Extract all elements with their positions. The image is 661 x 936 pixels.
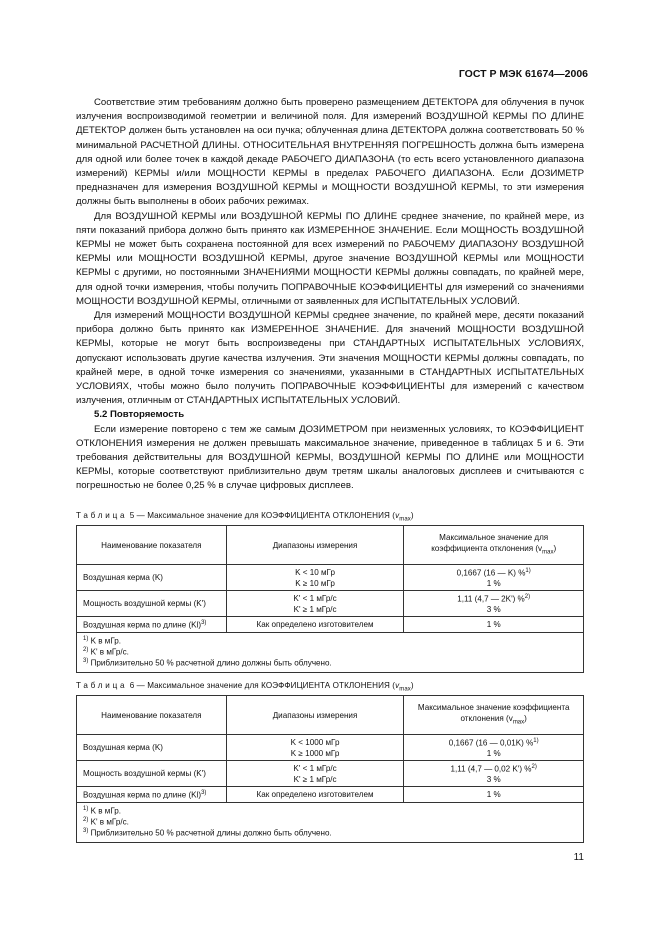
footnote: $^{1)}$ K в мГр. (83, 806, 122, 816)
row-range: Как определено изготовителем (226, 787, 404, 803)
table-row (77, 591, 584, 617)
table-row (77, 617, 584, 633)
section-heading: 5.2 Повторяемость (94, 409, 185, 421)
row-range: K' < 1 мГр/с K' ≥ 1 мГр/с (226, 761, 404, 787)
header-range: Диапазоны измерения (226, 696, 404, 735)
section-paragraph: Если измерение повторено с тем же самым ДОЗИМЕТРОМ при неизменных условиях, то КОЭФФИЦИЕНТ ОТКЛОНЕНИЯ измерения не должен превышать максимальное значение, приведенное в таблицах 5 и 6. Эти требования действительны для ВОЗДУШНОЙ КЕРМЫ, ВОЗДУШНОЙ КЕРМЫ ПО ДЛИНЕ или МОЩНОСТИ КЕРМЫ, которые соответствуют приблизительно двум третям шкалы аналоговых дисплеев и считываются с погрешностью не более 0,25 % в случае цифровых дисплеев. (76, 423, 584, 492)
table-row (77, 565, 584, 591)
table6-notes (77, 803, 584, 843)
row-range: K < 10 мГр K ≥ 10 мГр (226, 565, 404, 591)
row-value: 0,1667 (16 — K) %$^{1)}$ 1 % (404, 565, 584, 591)
caption-number: 5 (129, 511, 135, 520)
caption-sub: max (399, 686, 411, 693)
row-value: 1,11 (4,7 — 2K') %$^{2)}$ 3 % (404, 591, 584, 617)
caption-text: — Максимальное значение для КОЭФФИЦИЕНТА ОТКЛОНЕНИЯ ( (136, 511, 396, 520)
row-name: Воздушная керма (K) (77, 565, 227, 591)
table6 (76, 695, 584, 843)
row-range: Как определено изготовителем (226, 617, 404, 633)
footnote: $^{1)}$ K в мГр. (83, 636, 122, 646)
row-value: 1 % (404, 617, 584, 633)
caption-end: ) (410, 511, 414, 520)
row-value: 1 % (404, 787, 584, 803)
row-name: Мощность воздушной кермы (K') (77, 761, 227, 787)
header-value: Максимальное значение для коэффициента отклонения $(v_{max})$ (404, 526, 584, 565)
row-range: K < 1000 мГр K ≥ 1000 мГр (226, 735, 404, 761)
paragraph-3: Для измерений МОЩНОСТИ ВОЗДУШНОЙ КЕРМЫ среднее значение, по крайней мере, десяти показаний прибора должно быть принято как ИЗМЕРЕННОЕ ЗНАЧЕНИЕ. Для значений МОЩНОСТИ ВОЗДУШНОЙ КЕРМЫ, которые не могут быть воспроизведены при СТАНДАРТНЫХ ИСПЫТАТЕЛЬНЫХ УСЛОВИЯХ, допускают использовать другие качества излучения. Эти значения МОЩНОСТИ КЕРМЫ должны совпадать, по крайней мере, в одной точке измерения со значениями, указанными в СТАНДАРТНЫХ ИСПЫТАТЕЛЬНЫХ УСЛОВИЯХ, чтобы можно было получить ПОПРАВОЧНЫЕ КОЭФФИЦИЕНТЫ для измерений с качеством излучения, отличным от СТАНДАРТНЫХ ИСПЫТАТЕЛЬНЫХ УСЛОВИЙ. (76, 310, 584, 407)
caption-number: 6 (129, 681, 135, 690)
row-name: Воздушная керма по длине $(Kl)^{3)}$ (77, 617, 227, 633)
row-range: K' < 1 мГр/с K' ≥ 1 мГр/с (226, 591, 404, 617)
caption-var: v (395, 681, 400, 690)
body-text (76, 96, 584, 494)
paragraph-2: Для ВОЗДУШНОЙ КЕРМЫ или ВОЗДУШНОЙ КЕРМЫ ПО ДЛИНЕ среднее значение, по крайней мере, из пяти показаний прибора должно быть принято как ИЗМЕРЕННОЕ ЗНАЧЕНИЕ. Если МОЩНОСТЬ ВОЗДУШНОЙ КЕРМЫ не может быть сохранена постоянной для всех измерений по РАБОЧЕМУ ДИАПАЗОНУ ВОЗДУШНОЙ КЕРМЫ или МОЩНОСТИ ВОЗДУШНОЙ КЕРМЫ, другое значение ВОЗДУШНОЙ КЕРМЫ или МОЩНОСТИ КЕРМЫ с другими, но постоянными ЗНАЧЕНИЯМИ МОЩНОСТИ КЕРМЫ должны совпадать, по крайней мере, для одной точки измерения, чтобы получить ПОПРАВОЧНЫЕ КОЭФФИЦИЕНТЫ для измерений со значениями МОЩНОСТИ ВОЗДУШНОЙ КЕРМЫ, отличными от заявленных для ИСПЫТАТЕЛЬНЫХ УСЛОВИЙ. (76, 210, 584, 307)
row-name: Мощность воздушной кермы (K') (77, 591, 227, 617)
table-row (77, 761, 584, 787)
header-value: Максимальное значение коэффициента отклонения $(v_{max})$ (404, 696, 584, 735)
caption-word: Таблица (76, 511, 128, 520)
row-name: Воздушная керма (K) (77, 735, 227, 761)
header-name: Наименование показателя (77, 526, 227, 565)
document-header: ГОСТ Р МЭК 61674—2006 (458, 68, 588, 80)
caption-end: ) (410, 681, 414, 690)
caption-word: Таблица (76, 681, 128, 690)
table5-caption (76, 511, 414, 523)
table5 (76, 525, 584, 673)
table-row (77, 787, 584, 803)
header-range: Диапазоны измерения (226, 526, 404, 565)
caption-sub: max (399, 516, 411, 523)
caption-var: v (395, 511, 400, 520)
footnote: $^{3)}$ Приблизительно 50 % расчетной длино должны быть облучено. (83, 658, 332, 669)
footnote: $^{2)}$ K' в мГр/с. (83, 647, 129, 657)
footnote: $^{3)}$ Приблизительно 50 % расчетной длины должно быть облучено. (83, 828, 332, 839)
row-value: 0,1667 (16 — 0,01K) %$^{1)}$ 1 % (404, 735, 584, 761)
table5-notes (77, 633, 584, 673)
header-name: Наименование показателя (77, 696, 227, 735)
table-row (77, 735, 584, 761)
footnote: $^{2)}$ K' в мГр/с. (83, 817, 129, 827)
row-name: Воздушная керма по длине $(Kl)^{3)}$ (77, 787, 227, 803)
caption-text: — Максимальное значение для КОЭФФИЦИЕНТА ОТКЛОНЕНИЯ ( (136, 681, 396, 690)
table6-caption (76, 681, 414, 693)
page-number: 11 (573, 852, 584, 863)
paragraph-1: Соответствие этим требованиям должно быть проверено размещением ДЕТЕКТОРА для облучения в пучок излучения воспроизводимой геометрии и величиной поля. Для измерений ВОЗДУШНОЙ КЕРМЫ ПО ДЛИНЕ ДЕТЕКТОР должен быть установлен на оси пучка; облученная длина ДЕТЕКТОРА должна соответствовать 50 % минимальной РАСЧЕТНОЙ ДЛИНЫ. ОТНОСИТЕЛЬНАЯ ВНУТРЕННЯЯ ПОГРЕШНОСТЬ должна быть измерена для одной или более точек в каждой декаде РАБОЧЕГО ДИАПАЗОНА (то есть всего установленного диапазона измерений) КЕРМЫ и/или МОЩНОСТИ КЕРМЫ в пределах РАБОЧЕГО ДИАПАЗОНА. Если ДОЗИМЕТР предназначен для измерения ВОЗДУШНОЙ КЕРМЫ и МОЩНОСТИ ВОЗДУШНОЙ КЕРМЫ, то эти измерения должны быть выполнены в обоих рабочих режимах. (76, 97, 584, 208)
row-value: 1,11 (4,7 — 0,02 K') %$^{2)}$ 3 % (404, 761, 584, 787)
